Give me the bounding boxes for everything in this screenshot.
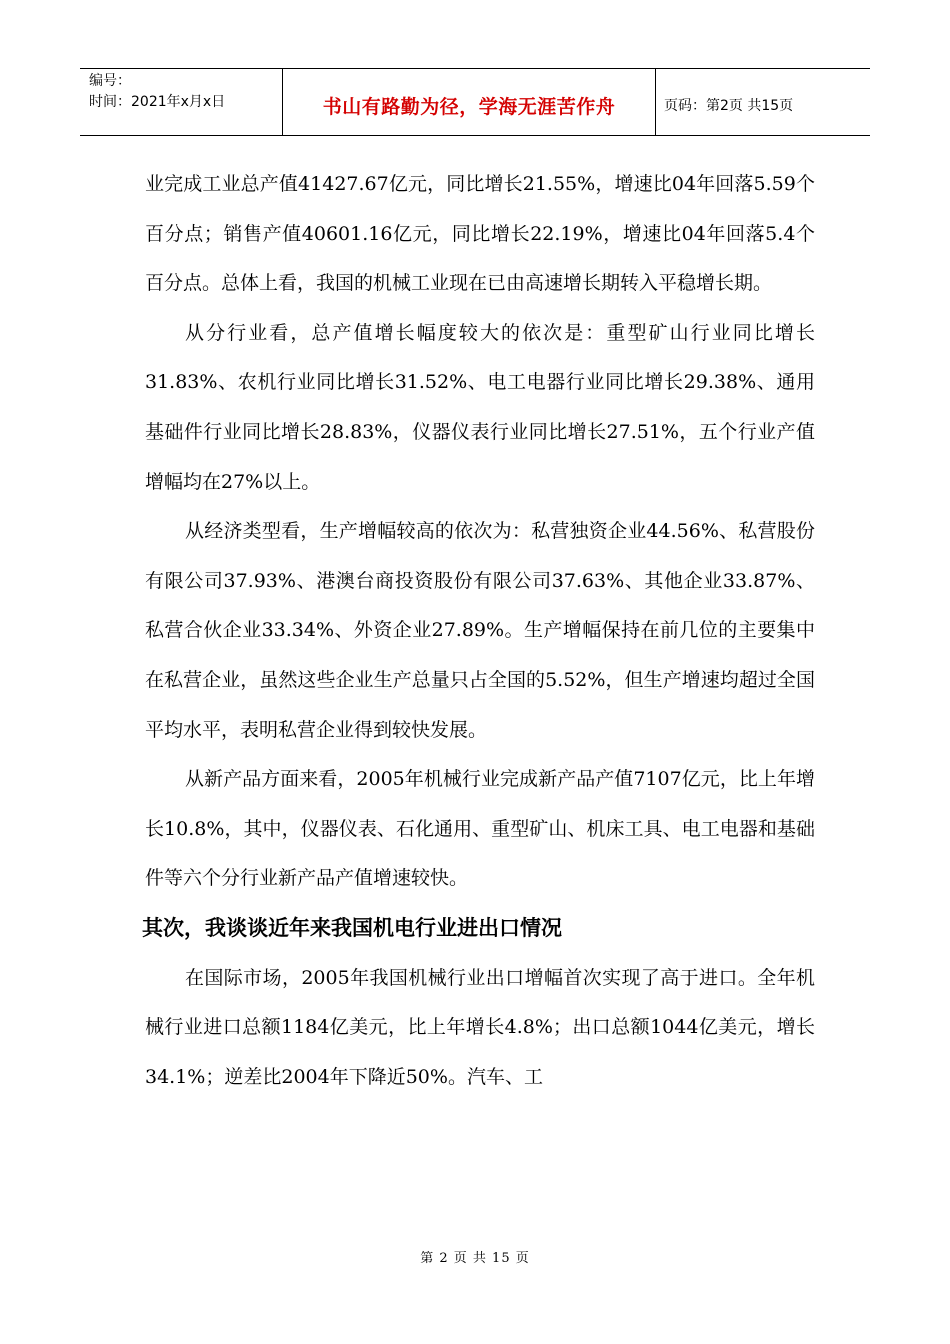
document-body <box>142 160 815 1102</box>
section-heading: 其次，我谈谈近年来我国机电行业进出口情况 <box>142 915 562 940</box>
document-time-label: 时间：2021年x月x日 <box>89 94 226 110</box>
page-header <box>80 68 870 136</box>
header-meta <box>80 69 282 135</box>
paragraph-by-economy-type: 从经济类型看，生产增幅较高的依次为：私营独资企业44.56%、私营股份有限公司37.93%、港澳台商投资股份有限公司37.63%、其他企业33.87%、私营合伙企业33.34%、外资企业27.89%。生产增幅保持在前几位的主要集中在私营企业，虽然这些企业生产总量只占全国的5.52%，但生产增速均超过全国平均水平，表明私营企业得到较快发展。 <box>145 520 815 741</box>
header-motto: 书山有路勤为径，学海无涯苦作舟 <box>282 69 656 135</box>
paragraph-import-export: 在国际市场，2005年我国机械行业出口增幅首次实现了高于进口。全年机械行业进口总额1184亿美元，比上年增长4.8%；出口总额1044亿美元，增长34.1%；逆差比2004年下降近50%。汽车、工 <box>145 966 815 1088</box>
paragraph-by-sector: 从分行业看，总产值增长幅度较大的依次是：重型矿山行业同比增长31.83%、农机行业同比增长31.52%、电工电器行业同比增长29.38%、通用基础件行业同比增长28.83%，仪器仪表行业同比增长27.51%，五个行业产值增幅均在27%以上。 <box>145 321 815 493</box>
page-footer: 第 2 页 共 15 页 <box>420 1251 530 1266</box>
paragraph-industry-output: 业完成工业总产值41427.67亿元，同比增长21.55%，增速比04年回落5.59个百分点；销售产值40601.16亿元，同比增长22.19%，增速比04年回落5.4个百分点。总体上看，我国的机械工业现在已由高速增长期转入平稳增长期。 <box>145 173 815 295</box>
header-page-info: 页码：第2页 共15页 <box>664 98 794 114</box>
paragraph-new-products: 从新产品方面来看，2005年机械行业完成新产品产值7107亿元，比上年增长10.8%，其中，仪器仪表、石化通用、重型矿山、机床工具、电工电器和基础件等六个分行业新产品产值增速较快。 <box>145 768 815 890</box>
document-number-label: 编号： <box>89 73 131 89</box>
